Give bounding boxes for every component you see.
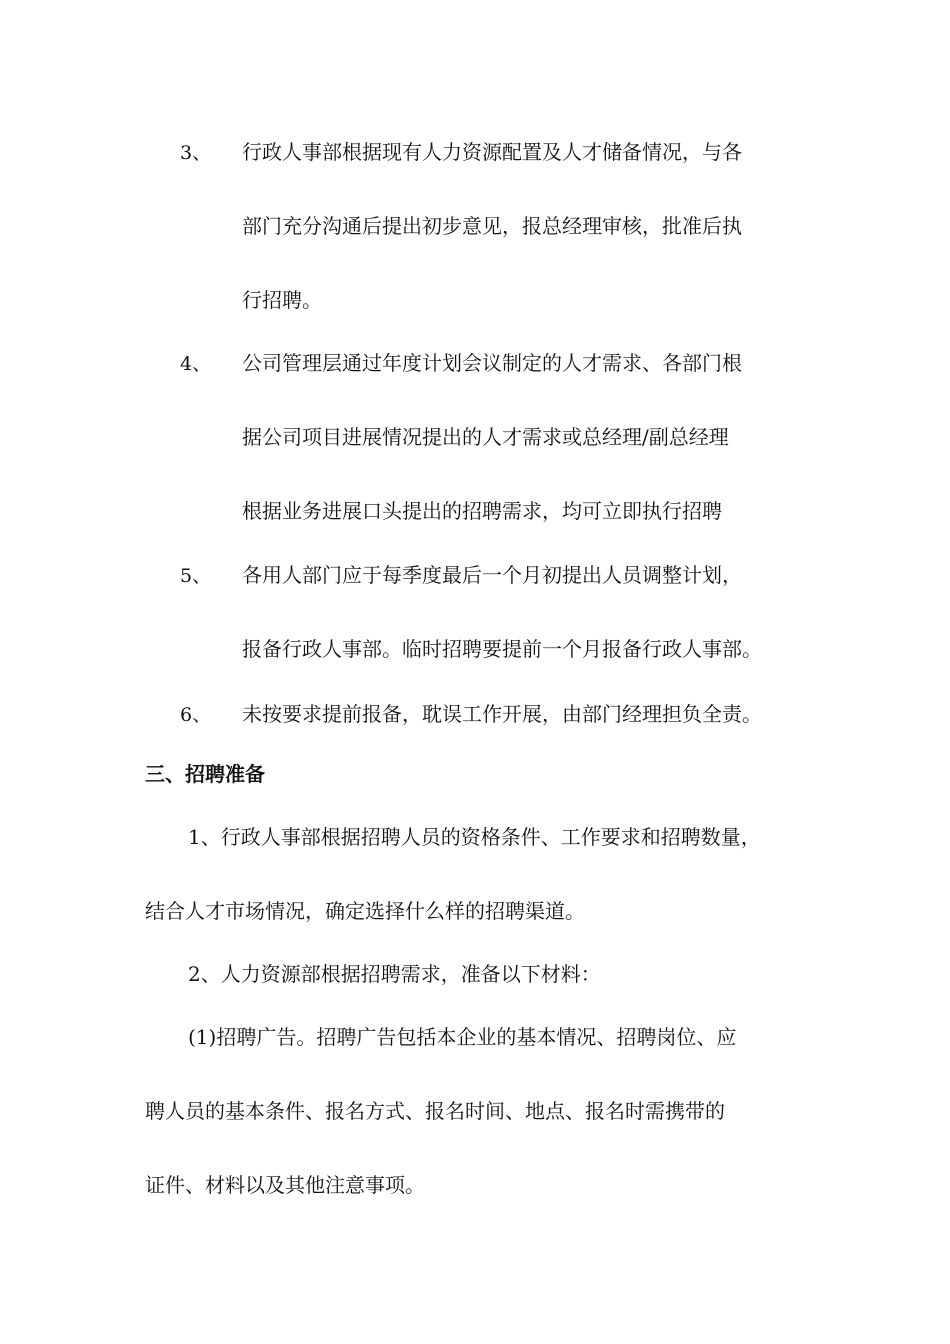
item-number: 5、 — [180, 565, 212, 587]
paragraph-line: 结合人才市场情况，确定选择什么样的招聘渠道。 — [145, 899, 585, 923]
item-line: 部门充分沟通后提出初步意见，报总经理审核，批准后执 — [242, 214, 742, 238]
item-line: 公司管理层通过年度计划会议制定的人才需求、各部门根 — [242, 351, 742, 375]
item-line: 行政人事部根据现有人力资源配置及人才储备情况，与各 — [242, 140, 742, 164]
paragraph-line: (1)招聘广告。招聘广告包括本企业的基本情况、招聘岗位、应 — [188, 1025, 737, 1049]
paragraph-line: 1、行政人事部根据招聘人员的资格条件、工作要求和招聘数量， — [188, 825, 761, 849]
item-number: 4、 — [180, 353, 212, 375]
item-line: 报备行政人事部。临时招聘要提前一个月报备行政人事部。 — [242, 637, 762, 661]
item-line: 各用人部门应于每季度最后一个月初提出人员调整计划， — [242, 563, 742, 587]
section-heading: 三、招聘准备 — [145, 762, 265, 786]
paragraph-line: 聘人员的基本条件、报名方式、报名时间、地点、报名时需携带的 — [145, 1099, 725, 1123]
item-line: 未按要求提前报备，耽误工作开展，由部门经理担负全责。 — [242, 702, 762, 726]
paragraph-line: 证件、材料以及其他注意事项。 — [145, 1173, 425, 1197]
item-line: 根据业务进展口头提出的招聘需求，均可立即执行招聘 — [242, 499, 722, 523]
item-line: 行招聘。 — [242, 288, 322, 312]
item-number: 3、 — [180, 142, 212, 164]
paragraph-line: 2、人力资源部根据招聘需求，准备以下材料： — [188, 962, 601, 986]
item-line: 据公司项目进展情况提出的人才需求或总经理/副总经理 — [242, 425, 729, 449]
item-number: 6、 — [180, 704, 212, 726]
